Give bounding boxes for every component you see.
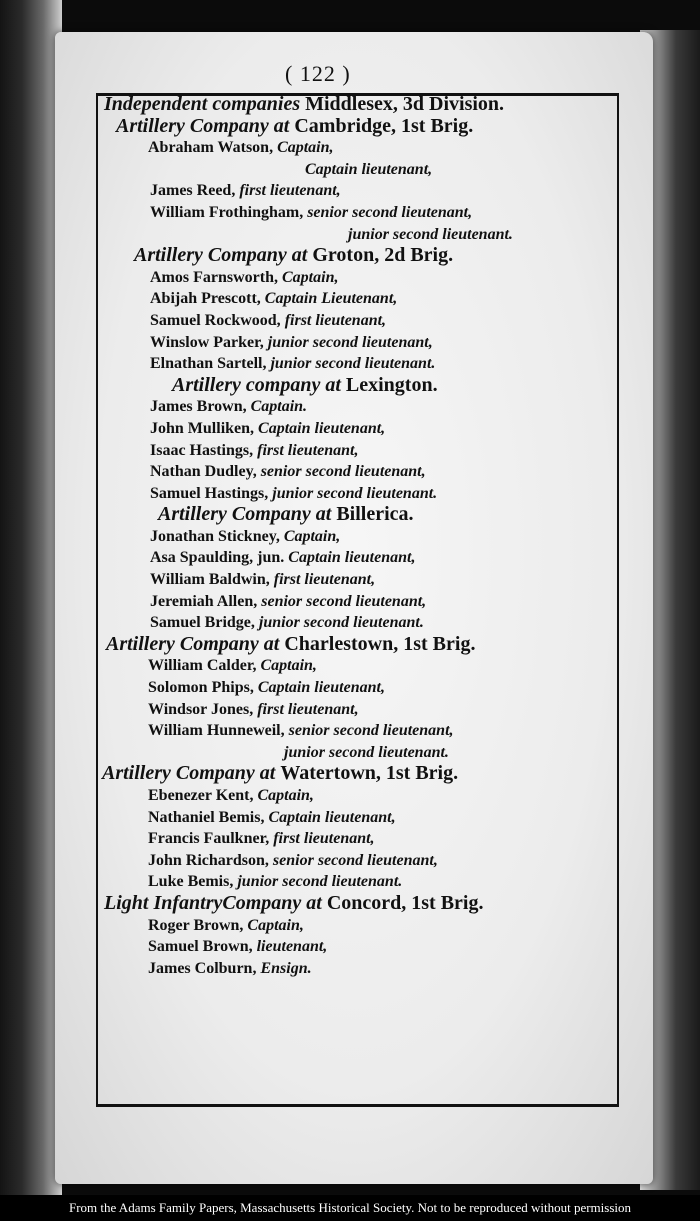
company-heading-place: Middlesex, 3d Division.: [305, 93, 505, 115]
officer-rank: first lieutenant,: [257, 441, 359, 459]
officer-entry: [100, 742, 618, 764]
officer-rank: junior second lieutenant.: [348, 225, 513, 243]
officer-name: James Brown,: [150, 398, 251, 416]
officer-entry: [100, 936, 618, 958]
company-heading-italic: Independent companies: [104, 93, 306, 115]
company-heading-italic: Artillery Company at: [102, 762, 281, 785]
officer-rank: senior second lieutenant,: [261, 592, 427, 610]
officer-name: John Mulliken,: [150, 419, 259, 437]
company-heading-italic: Artillery Company at: [134, 244, 313, 267]
officer-name: Samuel Brown,: [148, 938, 257, 956]
officer-name: Abijah Prescott,: [150, 290, 265, 308]
page-number: ( 122 ): [285, 61, 351, 86]
book-spine-left: [0, 0, 62, 1195]
company-heading-place: Billerica.: [336, 503, 414, 526]
officer-rank: senior second lieutenant,: [288, 722, 454, 740]
officer-entry: [100, 591, 618, 613]
officer-entry: [100, 180, 618, 202]
officer-name: Winslow Parker,: [150, 333, 268, 351]
officer-name: Solomon Phips,: [148, 679, 258, 697]
officer-name: William Baldwin,: [150, 571, 274, 589]
officer-rank: junior second lieutenant,: [267, 333, 433, 351]
officer-rank: Captain Lieutenant,: [264, 290, 398, 308]
officer-entry: [100, 137, 618, 159]
officer-name: Amos Farnsworth,: [150, 268, 282, 286]
company-heading-place: Charlestown, 1st Brig.: [284, 632, 476, 655]
company-heading: [100, 893, 618, 915]
officer-rank: senior second lieutenant,: [260, 463, 426, 481]
officer-name: Elnathan Sartell,: [150, 355, 271, 373]
officer-name: Roger Brown,: [148, 916, 248, 934]
officer-rank: Captain lieutenant,: [257, 679, 385, 697]
company-heading-place: Watertown, 1st Brig.: [280, 762, 459, 785]
officer-name: Samuel Bridge,: [150, 614, 259, 632]
officer-rank: junior second lieutenant.: [272, 484, 438, 502]
officer-name: Samuel Hastings,: [150, 484, 273, 502]
officer-entry: [100, 612, 618, 634]
officer-rank: Captain,: [247, 916, 304, 934]
company-heading: [100, 634, 618, 656]
officer-rank: junior second lieutenant.: [270, 355, 436, 373]
officer-rank: first lieutenant,: [273, 830, 375, 848]
officer-rank: first lieutenant,: [273, 571, 376, 589]
company-heading: [100, 116, 618, 138]
officer-rank: Captain,: [283, 527, 341, 545]
company-heading-italic: Light InfantryCompany at: [104, 891, 327, 914]
officer-entry: [100, 159, 618, 181]
officer-name: Samuel Rockwood,: [150, 311, 285, 329]
officer-entry: [100, 332, 618, 354]
officer-rank: Captain,: [277, 139, 334, 157]
officer-entry: [100, 871, 618, 893]
officer-rank: Captain lieutenant,: [288, 549, 416, 567]
company-heading: [100, 245, 618, 267]
officer-name: John Richardson,: [148, 851, 273, 869]
company-heading-italic: Artillery company at: [172, 373, 346, 396]
officer-entry: [100, 547, 618, 569]
officer-entry: [100, 418, 618, 440]
officer-rank: junior second lieutenant.: [284, 743, 449, 761]
officer-name: Asa Spaulding, jun.: [150, 549, 289, 567]
company-heading-italic: Artillery Company at: [116, 114, 295, 137]
officer-entry: [100, 915, 618, 937]
officer-rank: senior second lieutenant,: [307, 203, 473, 221]
officer-name: James Reed,: [150, 182, 240, 200]
company-heading-italic: Artillery Company at: [158, 503, 337, 526]
company-heading: [100, 763, 618, 785]
officer-rank: Captain,: [257, 787, 314, 804]
officer-entry: [100, 267, 618, 289]
officer-entry: [100, 785, 618, 807]
officer-entry: [100, 655, 618, 677]
company-heading-italic: Artillery Company at: [106, 632, 285, 655]
officer-rank: first lieutenant,: [239, 182, 341, 200]
officer-entry: [100, 461, 618, 483]
copyright-footer: From the Adams Family Papers, Massachusetts Historical Society. Not to be reproduced without permission: [0, 1195, 700, 1221]
officer-entry: [100, 569, 618, 591]
officer-entry: [100, 396, 618, 418]
officer-entry: [100, 310, 618, 332]
officer-entry: [100, 807, 618, 829]
officer-entry: [100, 224, 618, 246]
officer-name: William Hunneweil,: [148, 722, 289, 740]
officer-rank: Captain.: [250, 398, 308, 416]
officer-name: Windsor Jones,: [148, 700, 258, 718]
company-heading-place: Lexington.: [345, 373, 438, 396]
officer-rank: lieutenant,: [256, 938, 328, 956]
company-heading-place: Concord, 1st Brig.: [326, 891, 484, 914]
officer-entry: [100, 353, 618, 375]
officer-name: James Colburn,: [148, 959, 261, 977]
officer-entry: [100, 850, 618, 872]
company-heading: [100, 504, 618, 526]
officer-rank: junior second lieutenant.: [258, 614, 424, 632]
officer-rank: Ensign.: [260, 959, 312, 977]
officer-name: Nathan Dudley,: [150, 463, 261, 481]
officer-name: William Calder,: [148, 657, 261, 675]
officer-name: Ebenezer Kent,: [148, 787, 258, 804]
officer-entry: [100, 720, 618, 742]
officer-rank: Captain lieutenant,: [305, 160, 433, 178]
company-heading-place: Groton, 2d Brig.: [312, 244, 454, 267]
company-heading: [100, 375, 618, 397]
officer-rank: first lieutenant,: [257, 700, 359, 718]
officer-rank: Captain,: [260, 657, 317, 675]
officer-entry: [100, 483, 618, 505]
officer-name: Nathaniel Bemis,: [148, 808, 269, 826]
officer-rank: senior second lieutenant,: [272, 851, 438, 869]
officer-entry: [100, 828, 618, 850]
officer-entry: [100, 202, 618, 224]
officer-name: Jonathan Stickney,: [150, 527, 284, 545]
officer-rank: Captain lieutenant,: [268, 808, 396, 826]
officer-rank: Captain,: [282, 268, 339, 286]
page-content: [100, 94, 618, 979]
officer-name: William Frothingham,: [150, 203, 308, 221]
officer-name: Jeremiah Allen,: [150, 592, 262, 610]
company-heading: [100, 94, 618, 116]
officer-entry: [100, 958, 618, 980]
company-heading-place: Cambridge, 1st Brig.: [294, 114, 474, 137]
officer-rank: first lieutenant,: [284, 311, 387, 329]
officer-name: Isaac Hastings,: [150, 441, 258, 459]
officer-name: Luke Bemis,: [148, 873, 238, 891]
officer-entry: [100, 677, 618, 699]
officer-entry: [100, 699, 618, 721]
officer-name: Francis Faulkner,: [148, 830, 274, 848]
officer-entry: [100, 288, 618, 310]
officer-entry: [100, 440, 618, 462]
officer-entry: [100, 526, 618, 548]
officer-rank: junior second lieutenant.: [237, 873, 403, 891]
officer-rank: Captain lieutenant,: [258, 419, 386, 437]
officer-name: Abraham Watson,: [148, 139, 278, 157]
